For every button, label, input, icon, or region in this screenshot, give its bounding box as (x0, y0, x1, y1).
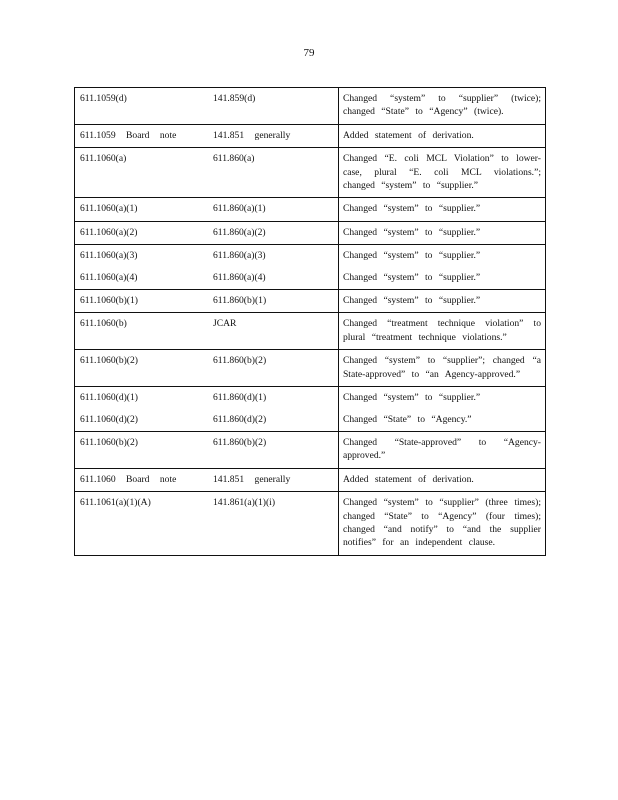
table-row (75, 290, 546, 313)
change-description-cell-text: Changed “system” to “supplier.” (342, 250, 481, 262)
change-description-cell (338, 350, 545, 387)
table-row (75, 492, 546, 556)
source-cell (209, 198, 338, 221)
change-description-cell (338, 431, 545, 468)
table-row (75, 268, 546, 290)
table-row (75, 245, 546, 268)
change-description-cell (338, 492, 545, 556)
change-description-cell-text: Changed “system” to “supplier” (twice); changed “State” to “Agency” (twice). (342, 93, 541, 118)
change-description-cell (338, 148, 545, 198)
table-row (75, 124, 546, 147)
change-description-cell (338, 410, 545, 432)
source-cell-text: JCAR (212, 318, 237, 330)
source-cell (209, 492, 338, 556)
section-cell (75, 124, 209, 147)
table-row (75, 350, 546, 387)
table-row (75, 410, 546, 432)
source-cell-text: 611.860(d)(2) (212, 413, 267, 425)
section-cell (75, 387, 209, 410)
table-row (75, 88, 546, 125)
source-cell-text: 141.859(d) (212, 93, 256, 104)
section-cell-text: 611.1060(b)(2) (80, 355, 138, 367)
section-cell-text: 611.1060(d)(1) (80, 392, 138, 404)
source-cell-text: 611.860(b)(2) (212, 436, 267, 448)
section-cell (75, 410, 209, 432)
derivation-table (74, 87, 546, 556)
table-row (75, 431, 546, 468)
change-description-cell (338, 387, 545, 410)
section-cell (75, 313, 209, 350)
change-description-cell-text: Added statement of derivation. (342, 129, 474, 141)
source-cell (209, 350, 338, 387)
change-description-cell-text: Changed “State” to “Agency.” (342, 413, 472, 425)
change-description-cell (338, 468, 545, 491)
source-cell (209, 221, 338, 244)
source-cell (209, 124, 338, 147)
source-cell (209, 387, 338, 410)
change-description-cell (338, 124, 545, 147)
source-cell (209, 148, 338, 198)
change-description-cell (338, 88, 545, 125)
section-cell (75, 245, 209, 268)
change-description-cell-text: Changed “system” to “supplier.” (342, 226, 481, 238)
table-row (75, 148, 546, 198)
source-cell-text: 611.860(a) (212, 153, 255, 165)
change-description-cell (338, 221, 545, 244)
source-cell (209, 468, 338, 491)
derivation-table-body (75, 88, 546, 556)
change-description-cell (338, 268, 545, 290)
change-description-cell-text: Changed “treatment technique violation” to plural “treatment technique violations.” (342, 318, 541, 343)
section-cell-text: 611.1060(d)(2) (80, 413, 138, 425)
change-description-cell (338, 198, 545, 221)
source-cell (209, 410, 338, 432)
table-row (75, 468, 546, 491)
change-description-cell-text: Changed “system” to “supplier.” (342, 203, 481, 215)
source-cell (209, 88, 338, 125)
section-cell (75, 492, 209, 556)
source-cell-text: 611.860(a)(4) (212, 271, 266, 283)
section-cell (75, 290, 209, 313)
section-cell-text: 611.1060(a)(1) (80, 203, 138, 215)
section-cell-text: 611.1060(a)(4) (80, 271, 138, 283)
source-cell-text: 611.860(a)(2) (212, 226, 266, 238)
source-cell-text: 611.860(b)(2) (212, 355, 267, 367)
change-description-cell-text: Changed “system” to “supplier.” (342, 295, 481, 307)
source-cell-text: 141.851 generally (212, 473, 291, 485)
source-cell (209, 245, 338, 268)
section-cell-text: 611.1060(b)(2) (80, 436, 138, 448)
table-row (75, 198, 546, 221)
change-description-cell-text: Changed “system” to “supplier” (three times); changed “State” to “Agency” (four times); changed “and notify” to “and the supplier notifies” for an independent clause. (342, 497, 541, 549)
table-row (75, 221, 546, 244)
change-description-cell (338, 290, 545, 313)
source-cell-text: 611.860(b)(1) (212, 295, 267, 307)
section-cell (75, 431, 209, 468)
source-cell-text: 611.860(a)(3) (212, 250, 266, 262)
source-cell-text: 141.861(a)(1)(i) (212, 497, 276, 509)
section-cell (75, 148, 209, 198)
section-cell-text: 611.1060(b)(1) (80, 295, 138, 307)
source-cell-text: 611.860(d)(1) (212, 392, 267, 404)
section-cell-text: 611.1060(a) (80, 153, 127, 165)
page-number: 79 (303, 47, 315, 59)
change-description-cell (338, 245, 545, 268)
section-cell (75, 350, 209, 387)
section-cell (75, 221, 209, 244)
change-description-cell-text: Changed “system” to “supplier”; changed “a State-approved” to “an Agency-approved.” (342, 355, 541, 380)
change-description-cell-text: Added statement of derivation. (342, 473, 474, 485)
section-cell (75, 88, 209, 125)
section-cell (75, 198, 209, 221)
table-row (75, 387, 546, 410)
section-cell (75, 468, 209, 491)
section-cell-text: 611.1061(a)(1)(A) (80, 497, 151, 509)
change-description-cell-text: Changed “E. coli MCL Violation” to lower-case, plural “E. coli MCL violations.”; changed “system” to “supplier.” (342, 153, 541, 192)
section-cell (75, 268, 209, 290)
section-cell-text: 611.1059 Board note (80, 129, 177, 141)
table-row (75, 313, 546, 350)
source-cell-text: 141.851 generally (212, 129, 291, 141)
change-description-cell-text: Changed “State-approved” to “Agency-approved.” (342, 436, 541, 462)
source-cell (209, 268, 338, 290)
change-description-cell-text: Changed “system” to “supplier.” (342, 392, 481, 404)
change-description-cell-text: Changed “system” to “supplier.” (342, 271, 481, 283)
source-cell (209, 290, 338, 313)
section-cell-text: 611.1060(a)(3) (80, 250, 138, 262)
section-cell-text: 611.1059(d) (80, 93, 127, 104)
source-cell (209, 431, 338, 468)
change-description-cell (338, 313, 545, 350)
section-cell-text: 611.1060(a)(2) (80, 226, 138, 238)
source-cell (209, 313, 338, 350)
section-cell-text: 611.1060 Board note (80, 473, 177, 485)
section-cell-text: 611.1060(b) (80, 318, 127, 330)
source-cell-text: 611.860(a)(1) (212, 203, 266, 215)
